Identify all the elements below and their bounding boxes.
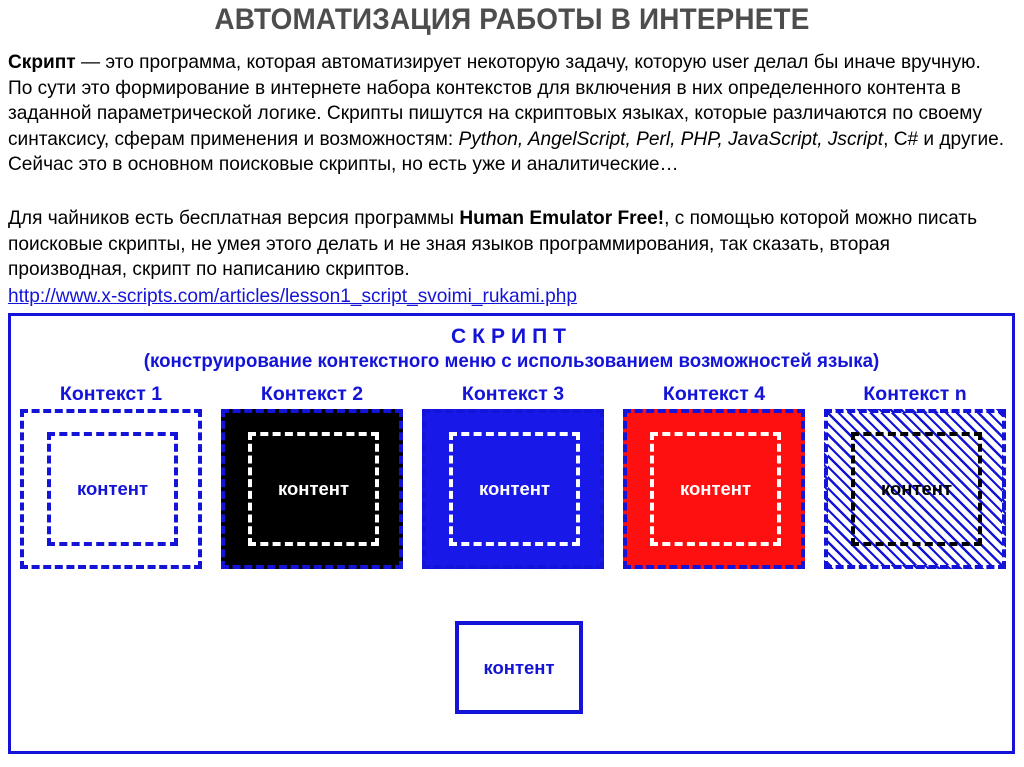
context-label-4: Контекст 4 (662, 383, 766, 405)
script-diagram (8, 313, 1015, 754)
context-box-3-content-label: контент (478, 478, 551, 499)
term-script: Скрипт (8, 51, 76, 73)
diagram-subtitle: (конструирование контекстного меню с использованием возможностей языка) (143, 350, 880, 372)
paragraph-definition-text-before-languages: — это программа, которая автоматизирует некоторую задачу, которую user делал бы иначе вручную. По сути это формирование в интернете набора контекстов для включения в них определенного контента в заданной параметрической логике. Скрипты пишутся на скриптовых языках, которые различаются по своему синтаксису, сферам применения и возможностям: (8, 51, 983, 150)
context-box-4-content-label: контент (679, 478, 752, 499)
context-box-n-content-label: контент (880, 478, 953, 499)
context-box-3-inner-border (449, 432, 580, 546)
context-box-1-inner-border (47, 432, 178, 546)
context-box-2-inner-border (248, 432, 379, 546)
context-box-1[interactable] (20, 409, 202, 569)
product-name-human-emulator-free: Human Emulator Free! (459, 207, 665, 229)
context-box-2-content-label: контент (277, 478, 350, 499)
page-title: АВТОМАТИЗАЦИЯ РАБОТЫ В ИНТЕРНЕТЕ (214, 3, 810, 36)
diagram-title: СКРИПТ (450, 325, 572, 348)
context-label-1: Контекст 1 (59, 383, 163, 405)
bottom-content-box[interactable] (455, 621, 583, 714)
paragraph-definition-text-after-languages: , C# и другие. Сейчас это в основном поисковые скрипты, но есть уже и аналитические… (8, 127, 1005, 176)
paragraph-definition (8, 50, 1005, 178)
language-list: Python, AngelScript, Perl, PHP, JavaScript, Jscript (458, 127, 884, 150)
context-box-2[interactable] (221, 409, 403, 569)
paragraph-human-emulator (8, 206, 1005, 309)
context-label-n: Контекст n (863, 383, 967, 405)
bottom-content-box-label: контент (483, 656, 555, 678)
context-box-n[interactable] (824, 409, 1006, 569)
context-label-3: Контекст 3 (461, 383, 565, 405)
context-box-4[interactable] (623, 409, 805, 569)
context-box-3[interactable] (422, 409, 604, 569)
paragraph-human-emulator-text-before: Для чайников есть бесплатная версия программы (8, 207, 460, 229)
context-label-2: Контекст 2 (260, 383, 364, 405)
paragraph-human-emulator-text-after: , с помощью которой можно писать поисковые скрипты, не умея этого делать и не зная языков программирования, так сказать, вторая производная, скрипт по написанию скриптов. (8, 207, 978, 281)
context-box-1-content-label: контент (76, 478, 149, 499)
article-link[interactable]: http://www.x-scripts.com/articles/lesson1_script_svoimi_rukami.php (8, 284, 577, 307)
context-box-4-inner-border (650, 432, 781, 546)
context-box-n-inner-border (851, 432, 982, 546)
